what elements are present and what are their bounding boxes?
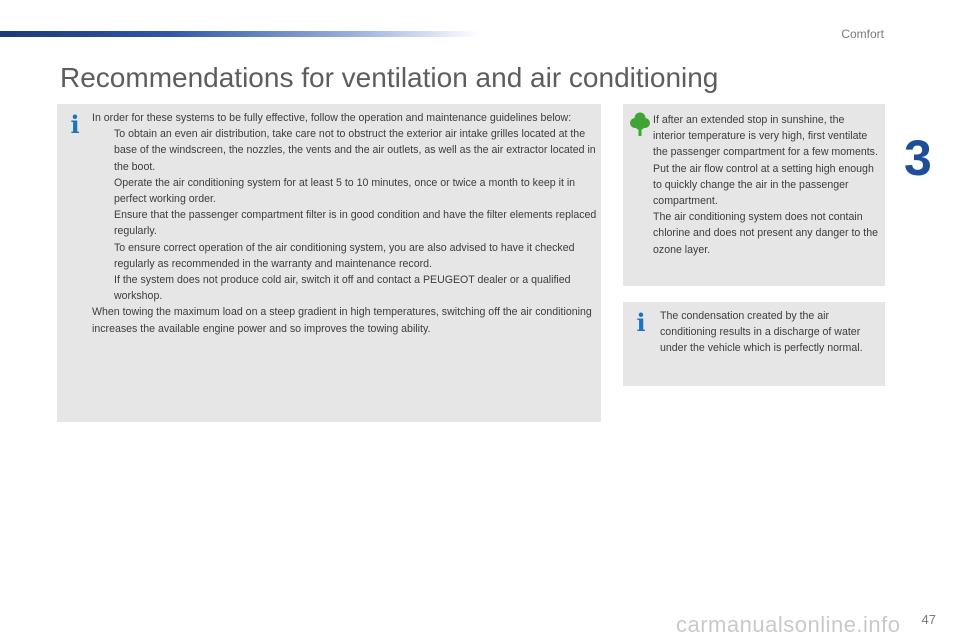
page-number: 47 (921, 612, 936, 627)
watermark: carmanualsonline.info (676, 612, 901, 637)
recommendations-panel (57, 104, 601, 422)
tree-icon (629, 111, 651, 137)
list-item: If the system does not produce cold air, switch it off and contact a PEUGEOT dealer or a qualified workshop. (114, 274, 571, 303)
info-icon: i (70, 110, 80, 139)
tip-paragraph: The air conditioning system does not contain chlorine and does not present any danger to the ozone layer. (653, 211, 878, 256)
list-item: Ensure that the passenger compartment filter is in good condition and have the filter elements replaced regularly. (114, 209, 597, 238)
intro-text: In order for these systems to be fully effective, follow the operation and maintenance guidelines below: (92, 112, 572, 124)
condensation-text: The condensation created by the air conditioning results in a discharge of water under the vehicle which is perfectly normal. (660, 310, 863, 355)
tip-paragraph: If after an extended stop in sunshine, the interior temperature is very high, first ventilate the passenger compartment for a few moments. (653, 114, 878, 159)
header-accent-bar (0, 31, 480, 37)
info-icon: i (636, 308, 646, 337)
eco-tip-panel (623, 104, 885, 286)
recommendations-body (92, 110, 597, 337)
page-title: Recommendations for ventilation and air conditioning (60, 62, 719, 93)
section-label: Comfort (841, 27, 884, 41)
chapter-number: 3 (904, 130, 932, 186)
list-item: To ensure correct operation of the air conditioning system, you are also advised to have it checked regularly as recommended in the warranty and maintenance record. (114, 241, 575, 270)
list-item: To obtain an even air distribution, take care not to obstruct the exterior air intake grilles located at the base of the windscreen, the nozzles, the vents and the air outlets, as well as the air extractor located in the boot. (114, 128, 596, 173)
condensation-info-panel (623, 302, 885, 386)
eco-tip-body (653, 112, 879, 258)
guideline-list (92, 126, 597, 304)
towing-note: When towing the maximum load on a steep gradient in high temperatures, switching off the air conditioning increases the available engine power and so improves the towing ability. (92, 306, 592, 335)
list-item: Operate the air conditioning system for at least 5 to 10 minutes, once or twice a month to keep it in perfect working order. (114, 176, 576, 206)
tip-paragraph: Put the air flow control at a setting high enough to quickly change the air in the passenger compartment. (653, 162, 874, 208)
